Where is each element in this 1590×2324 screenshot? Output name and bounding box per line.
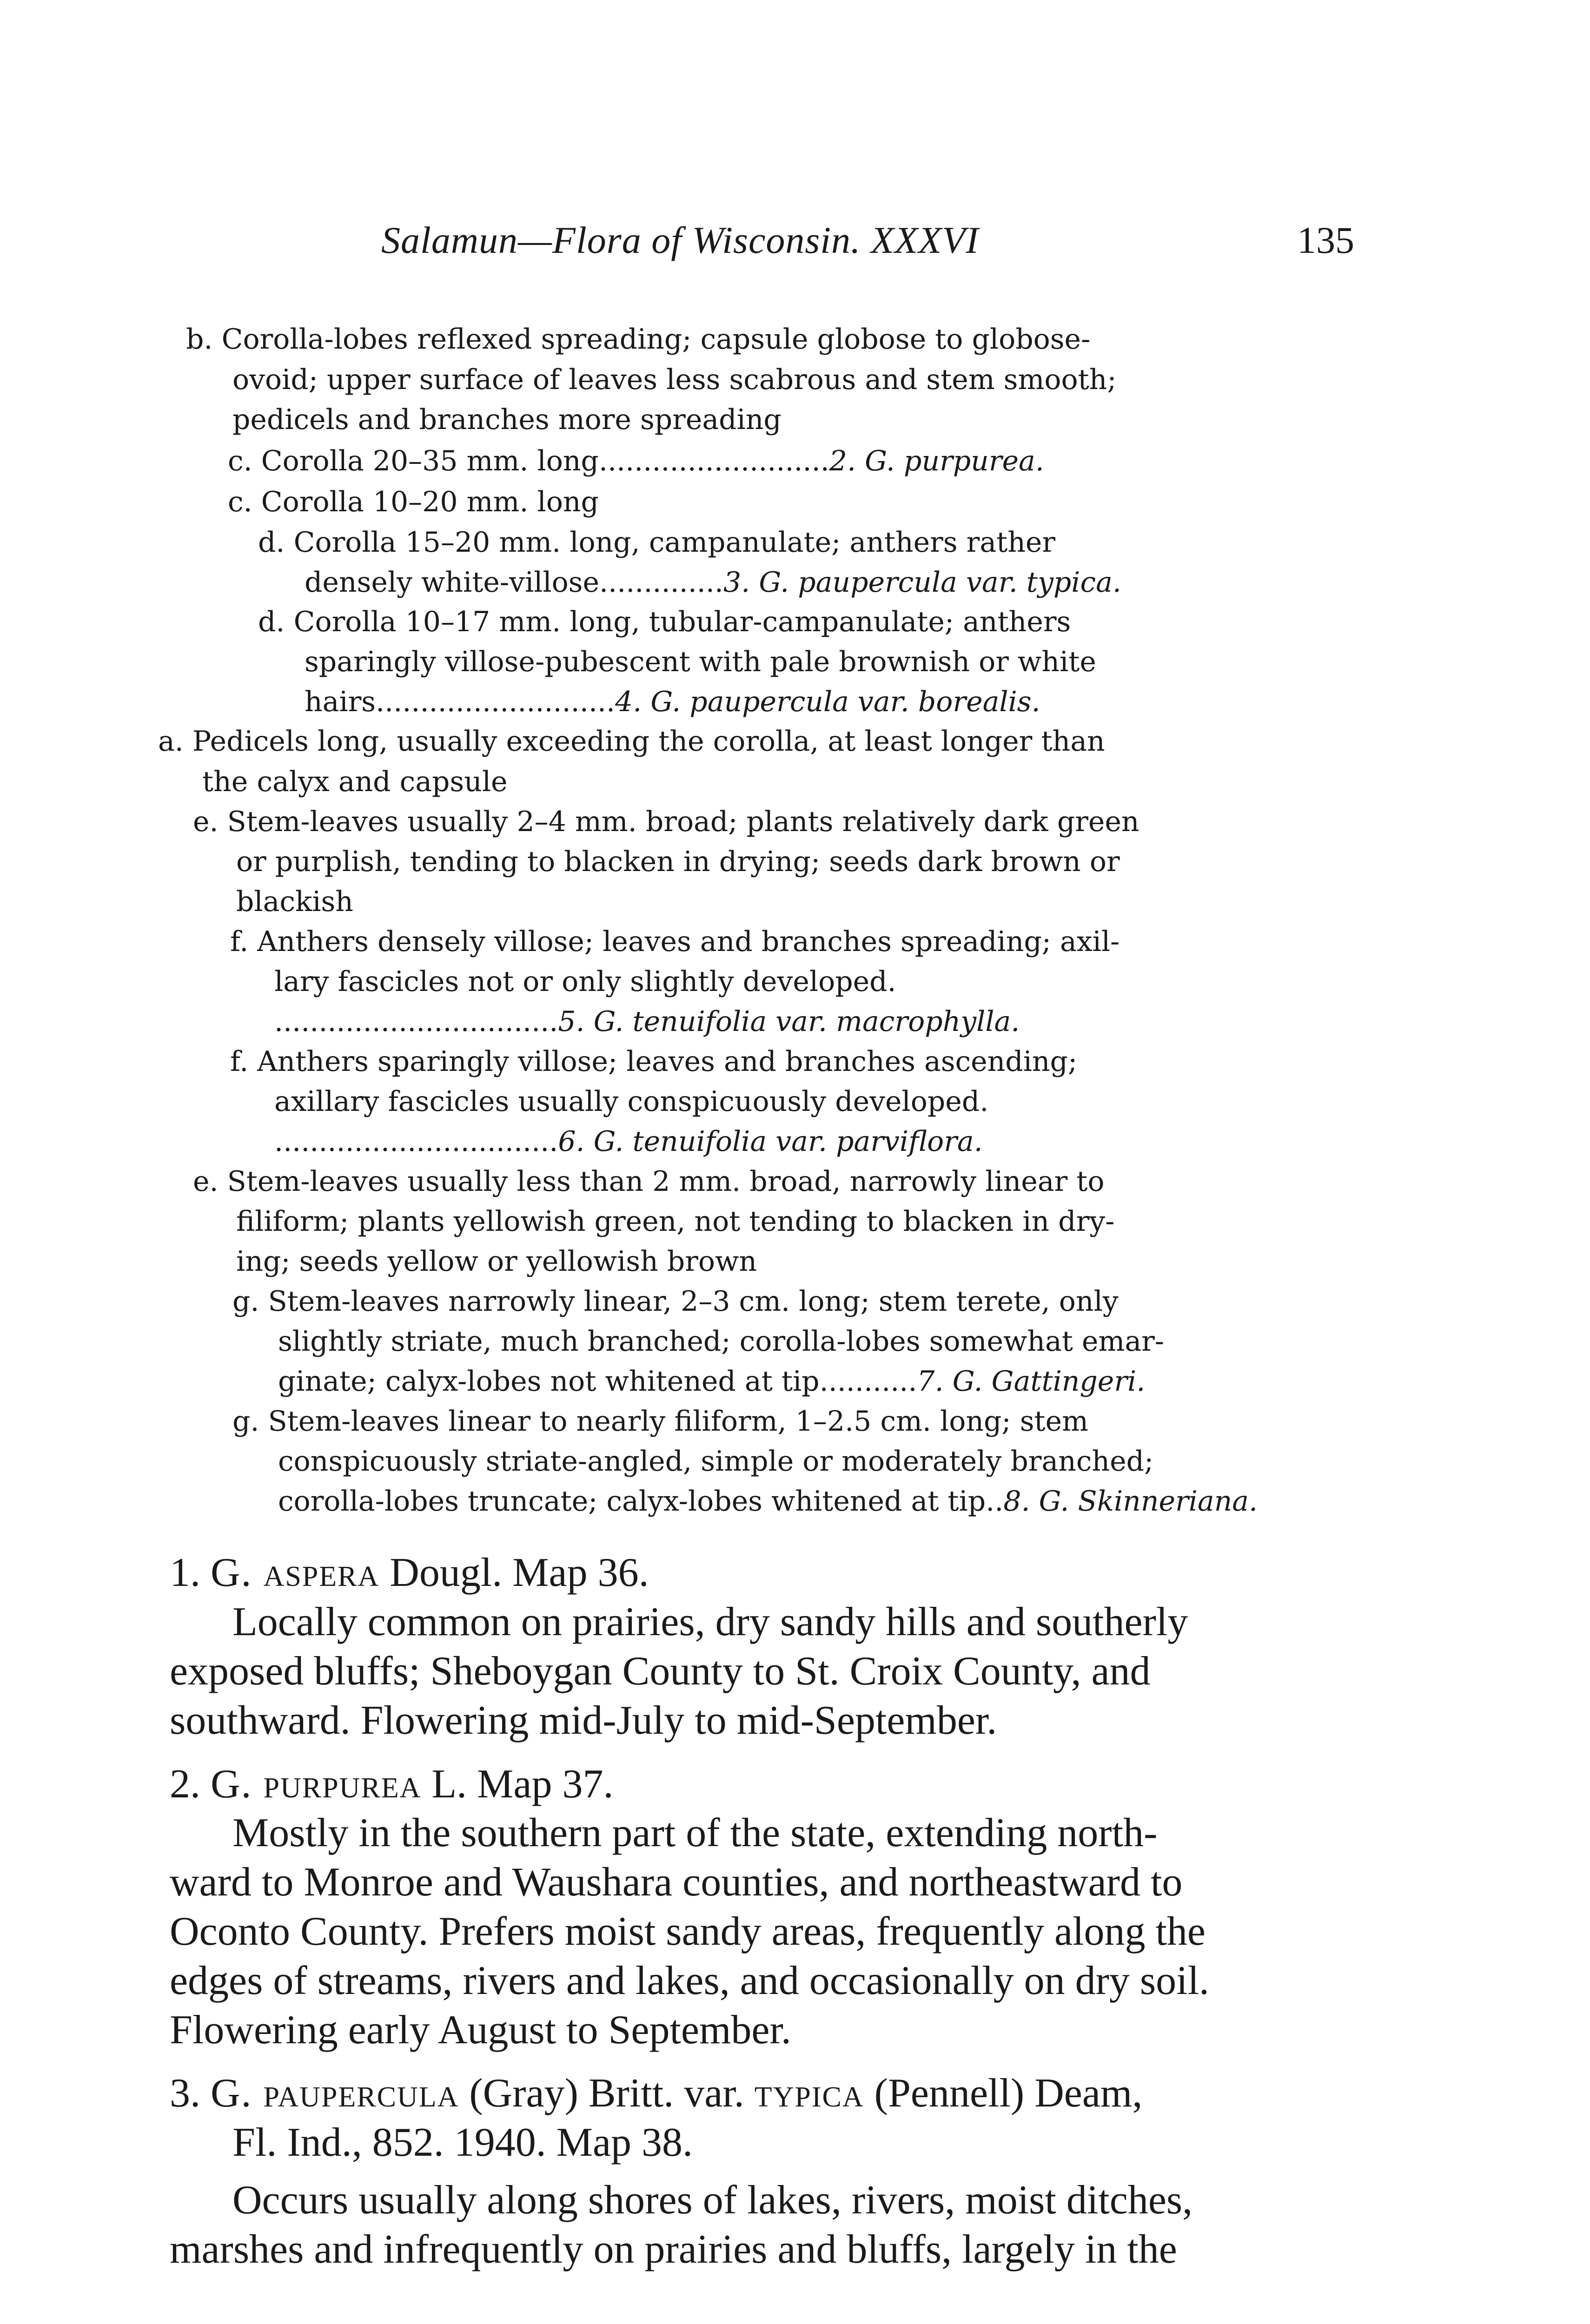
key-text: Corolla 15–20 mm. long, campanulate; anthers rather [293, 526, 1056, 559]
key-text: ovoid; upper surface of leaves less scabrous and stem smooth; [232, 363, 1117, 396]
key-text: Stem-leaves usually less than 2 mm. broad, narrowly linear to [227, 1165, 1105, 1198]
key-line [236, 885, 353, 918]
species-citation: (Pennell) Deam, [874, 2071, 1143, 2116]
key-label: c. [228, 486, 252, 518]
key-text: Corolla 20–35 mm. long [261, 445, 599, 477]
key-text: conspicuously striate-angled, simple or moderately branched; [278, 1445, 1154, 1478]
key-line [232, 363, 1117, 396]
key-result: 7. G. Gattingeri. [917, 1365, 1146, 1398]
key-line [193, 805, 1140, 838]
key-result: 6. G. tenuifolia var. parviflora. [558, 1125, 983, 1158]
key-line [230, 1045, 1078, 1078]
key-result: 2. G. purpurea. [829, 445, 1044, 477]
key-leader: .. [986, 1485, 1004, 1518]
key-line [305, 688, 1040, 716]
key-text: Stem-leaves linear to nearly filiform, 1–2.5 cm. long; stem [268, 1405, 1089, 1438]
key-line [278, 1485, 1258, 1518]
key-leader: .............. [599, 566, 723, 599]
species-text-line: Flowering early August to September. [170, 2007, 791, 2053]
key-result: 8. G. Skinneriana. [1003, 1485, 1258, 1518]
key-label: d. [258, 606, 285, 638]
key-leader: .......................... [598, 445, 829, 477]
key-line [305, 648, 1096, 676]
species-citation-line: Fl. Ind., 852. 1940. Map 38. [232, 2120, 693, 2165]
key-text: Anthers densely villose; leaves and branches spreading; axil- [257, 925, 1120, 958]
key-text: axillary fascicles usually conspicuously developed. [274, 1085, 989, 1118]
key-line [258, 608, 1071, 636]
key-text: slightly striate, much branched; corolla-lobes somewhat emar- [278, 1325, 1165, 1358]
key-text: Stem-leaves usually 2–4 mm. broad; plants relatively dark green [227, 805, 1140, 838]
key-line [258, 526, 1056, 559]
key-text: pedicels and branches more spreading [232, 403, 782, 436]
key-text: lary fascicles not or only slightly developed. [274, 965, 896, 998]
page-number: 135 [1297, 219, 1354, 261]
key-text: corolla-lobes truncate; calyx-lobes whitened at tip [278, 1485, 986, 1518]
species-variety: typica [754, 2071, 864, 2116]
key-line [278, 1325, 1165, 1358]
key-line [236, 1245, 757, 1278]
key-text: Stem-leaves narrowly linear, 2–3 cm. long; stem terete, only [268, 1285, 1119, 1318]
key-line [274, 1125, 983, 1158]
key-text: Anthers sparingly villose; leaves and branches ascending; [257, 1045, 1078, 1078]
key-line [193, 1165, 1105, 1198]
key-label: d. [258, 526, 285, 559]
key-label: e. [193, 805, 219, 838]
key-text: or purplish, tending to blacken in drying; seeds dark brown or [236, 845, 1120, 878]
key-text: Corolla-lobes reflexed spreading; capsule globose to globose- [221, 323, 1091, 356]
running-header-title: Salamun—Flora of Wisconsin. XXXVI [381, 219, 979, 261]
species-text-line: edges of streams, rivers and lakes, and occasionally on dry soil. [170, 1958, 1210, 2003]
key-line [228, 447, 1044, 475]
key-text: ginate; calyx-lobes not whitened at tip [278, 1365, 820, 1398]
key-label: f. [230, 925, 249, 958]
key-line [230, 925, 1120, 958]
species-citation: L. Map 37. [431, 1762, 614, 1807]
species-number: 1. [170, 1550, 200, 1595]
species-name: G. purpurea [211, 1762, 422, 1807]
key-line [274, 1005, 1020, 1038]
species-number: 2. [170, 1762, 200, 1807]
key-line [232, 403, 782, 436]
species-text-line: Mostly in the southern part of the state, extending north- [232, 1810, 1158, 1855]
key-leader: ................................ [274, 1125, 558, 1158]
species-text-line: southward. Flowering mid-July to mid-September. [170, 1698, 997, 1743]
species-authority: (Gray) Britt. var. [469, 2071, 744, 2116]
key-result: 5. G. tenuifolia var. macrophylla. [558, 1005, 1020, 1038]
key-leader: ........................... [376, 686, 616, 718]
species-heading [170, 1552, 649, 1593]
key-text: ing; seeds yellow or yellowish brown [236, 1245, 757, 1278]
species-text-line: Locally common on prairies, dry sandy hills and southerly [232, 1599, 1188, 1644]
species-heading [170, 2073, 1142, 2114]
species-heading [170, 1764, 613, 1805]
key-result: 3. G. paupercula var. typica. [723, 566, 1121, 599]
key-label: e. [193, 1165, 219, 1198]
key-line [202, 768, 508, 796]
key-line [236, 845, 1120, 878]
key-line [278, 1445, 1154, 1478]
key-line [232, 1285, 1119, 1318]
species-text-line: marshes and infrequently on prairies and bluffs, largely in the [170, 2227, 1177, 2272]
key-label: a. [158, 725, 184, 758]
key-text: the calyx and capsule [202, 766, 508, 798]
key-text: hairs [305, 686, 376, 718]
key-label: g. [232, 1405, 259, 1438]
species-text-line: Occurs usually along shores of lakes, rivers, moist ditches, [232, 2178, 1193, 2223]
species-text-line: exposed bluffs; Sheboygan County to St. Croix County, and [170, 1649, 1151, 1694]
key-line [305, 566, 1121, 599]
key-text: Pedicels long, usually exceeding the corolla, at least longer than [192, 725, 1105, 758]
species-name: G. paupercula [211, 2071, 459, 2116]
species-name: G. aspera [211, 1550, 380, 1595]
key-line [232, 1405, 1089, 1438]
key-line [236, 1205, 1115, 1238]
species-citation: Dougl. Map 36. [390, 1550, 649, 1595]
key-text: densely white-villose [305, 566, 599, 599]
species-number: 3. [170, 2071, 200, 2116]
species-text-line: ward to Monroe and Waushara counties, and northeastward to [170, 1860, 1183, 1905]
key-text: filiform; plants yellowish green, not tending to blacken in dry- [236, 1205, 1115, 1238]
key-text: Corolla 10–17 mm. long, tubular-campanulate; anthers [293, 606, 1071, 638]
key-line [186, 323, 1091, 356]
key-label: g. [232, 1285, 259, 1318]
key-label: f. [230, 1045, 249, 1078]
key-line [158, 725, 1105, 758]
key-line [274, 965, 896, 998]
key-result: 4. G. paupercula var. borealis. [615, 686, 1040, 718]
key-text: blackish [236, 885, 353, 918]
key-leader: ........... [819, 1365, 917, 1398]
key-line [278, 1365, 1146, 1398]
key-label: c. [228, 445, 252, 477]
key-text: Corolla 10–20 mm. long [261, 486, 599, 518]
key-leader: ................................ [274, 1005, 558, 1038]
key-text: sparingly villose-pubescent with pale brownish or white [305, 646, 1096, 678]
species-text-line: Oconto County. Prefers moist sandy areas, frequently along the [170, 1909, 1206, 1954]
key-line [274, 1085, 989, 1118]
key-label: b. [186, 323, 213, 356]
key-line [228, 488, 599, 516]
